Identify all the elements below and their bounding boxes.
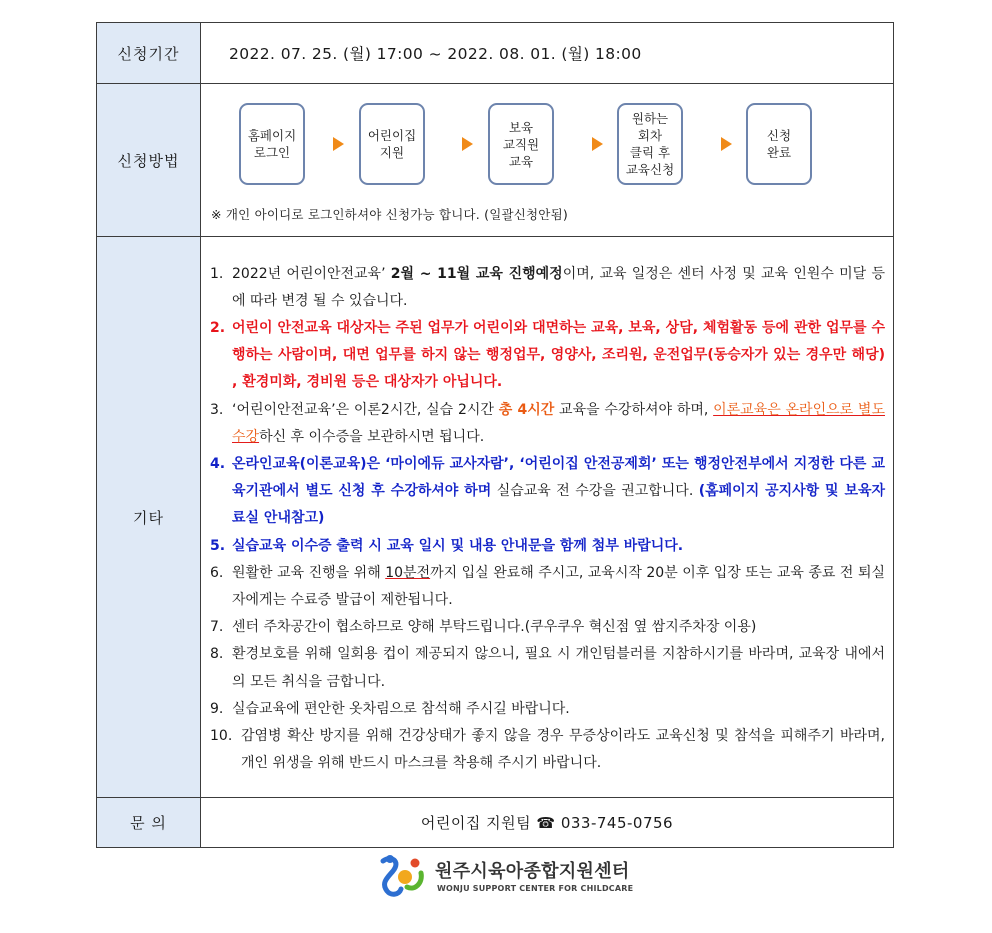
item-text: 환경보호를 위해 일회용 컵이 제공되지 않으니, 필요 시 개인텀블러를 지참하시기를 바라며, 교육장 내에서의 모든 취식을 금합니다.: [232, 646, 885, 690]
item-number: 1.: [210, 265, 224, 282]
item-text: [232, 261, 885, 315]
contact-label: 문 의: [97, 798, 201, 848]
item-text-part: 하신 후 이수증을 보관하시면 됩니다.: [259, 428, 485, 445]
step-text: 로그인: [253, 145, 291, 160]
logo-name-kr: 원주시육아종합지원센터: [435, 861, 630, 882]
contact-value: 어린이집 지원팀 ☎ 033-745-0756: [201, 798, 894, 848]
item-text-underlined: 이론교육은 온라인으로 별도수강: [232, 401, 885, 445]
item-number: 3.: [210, 401, 224, 418]
list-item: [210, 397, 885, 451]
arrow-right-icon: [462, 137, 473, 151]
logo-name-en: WONJU SUPPORT CENTER FOR CHILDCARE: [437, 884, 634, 893]
item-text-part: 2022년 어린이안전교육’: [232, 265, 391, 282]
item-text-part: 까지 입실 완료해 주시고, 교육시작 20분 이후 입장 또는 교육 종료 전 퇴실자에게는 수료증 발급이 제한됩니다.: [232, 564, 885, 608]
step-text: 교육신청: [625, 162, 675, 177]
method-note: ※ 개인 아이디로 로그인하셔야 신청가능 합니다. (일괄신청안됨): [211, 207, 568, 222]
step-complete: [746, 103, 812, 185]
step-text: 신청: [766, 128, 792, 143]
period-value: 2022. 07. 25. (월) 17:00 ~ 2022. 08. 01. (월) 18:00: [201, 23, 894, 84]
list-item: [210, 560, 885, 614]
list-item: [210, 451, 885, 533]
step-login: [239, 103, 305, 185]
list-item: [210, 315, 885, 397]
etc-list: [201, 257, 893, 778]
list-item: [210, 261, 885, 315]
item-text-part: 이며, 교육 일정은 센터 사정 및 교육 인원수 미달 등에 따라 변경 될 수 있습니다.: [232, 265, 885, 309]
arrow-right-icon: [592, 137, 603, 151]
item-text-red: 어린이 안전교육 대상자는 주된 업무가 어린이와 대면하는 교육, 보육, 상담, 체험활동 등에 관한 업무를 수행하는 사람이며, 대면 업무를 하지 않는 행정업무, 영양사, 조리원, 운전업무(동승자가 있는 경우만 해당) , 환경미화, 경비원 등은 대상자가 아닙니다.: [232, 319, 885, 391]
method-cell: [201, 84, 894, 237]
step-text: 완료: [766, 145, 792, 160]
step-text: 교직원: [502, 136, 540, 152]
step-text: 홈페이지: [247, 128, 297, 143]
center-logo: [377, 853, 637, 899]
item-number: 4.: [210, 455, 226, 472]
item-number: 8.: [210, 646, 224, 663]
arrow-right-icon: [333, 137, 344, 151]
item-number: 5.: [210, 537, 226, 554]
method-row: [97, 84, 894, 237]
item-text-blue: (홈페이지 공지사항 및 보육자료실 안내참고): [232, 483, 886, 527]
item-text-blue: 온라인교육(이론교육)은 ‘마이에듀 교사자람’, ‘어린이집 안전공제회’ 또는 행정안전부에서 지정한 다른 교육기관에서 별도 신청 후 수강하셔야 하며: [232, 455, 885, 500]
contact-row: [97, 798, 894, 848]
item-text: [232, 560, 885, 614]
arrow-right-icon: [721, 137, 732, 151]
item-text-orange: 총 4시간: [498, 401, 555, 418]
step-text: 교육: [508, 153, 534, 169]
item-text-bold: 2월 ~ 11월 교육 진행예정: [390, 265, 563, 282]
item-number: 10.: [210, 728, 233, 745]
item-number: 6.: [210, 564, 224, 581]
step-staff-education: [488, 103, 554, 185]
step-text: 보육: [508, 119, 534, 135]
list-item: [210, 723, 885, 777]
step-text: 클릭 후: [629, 145, 671, 160]
item-number: 9.: [210, 700, 224, 717]
item-text-part: ‘어린이안전교육’은 이론2시간, 실습 2시간: [232, 401, 499, 418]
item-text: [232, 397, 885, 451]
item-text-blue: 실습교육 이수증 출력 시 교육 일시 및 내용 안내문을 함께 첨부 바랍니다.: [232, 537, 684, 554]
item-text: 센터 주차공간이 협소하므로 양해 부탁드립니다.(쿠우쿠우 혁신점 옆 쌈지주차장 이용): [232, 619, 757, 636]
etc-label: 기타: [97, 237, 201, 798]
item-text-part: 교육을 수강하셔야 하며,: [554, 401, 714, 418]
item-text: 실습교육에 편안한 옷차림으로 참석해 주시길 바랍니다.: [232, 700, 570, 717]
item-number: 7.: [210, 619, 224, 636]
logo-mark-icon: [377, 853, 427, 899]
list-item: [210, 696, 885, 723]
list-item: [210, 641, 885, 695]
method-label: 신청방법: [97, 84, 201, 237]
step-text: 회차: [637, 128, 663, 143]
item-text-part: 실습교육 전 수강을 권고합니다.: [491, 483, 699, 500]
etc-row: [97, 237, 894, 798]
step-text: 원하는: [631, 111, 669, 126]
step-text: 지원: [379, 145, 405, 160]
item-number: 2.: [210, 319, 226, 336]
etc-cell: [201, 237, 894, 798]
item-text: 감염병 확산 방지를 위해 건강상태가 좋지 않을 경우 무증상이라도 교육신청 및 참석을 피해주기 바라며, 개인 위생을 위해 반드시 마스크를 착용해 주시기 바랍니다.: [241, 728, 885, 772]
item-text: [232, 451, 885, 533]
list-item: [210, 614, 885, 641]
item-text-part: 원활한 교육 진행을 위해: [232, 564, 386, 581]
method-steps: [239, 103, 814, 189]
list-item: [210, 533, 885, 560]
period-row: [97, 23, 894, 84]
step-text: 어린이집: [367, 128, 417, 143]
step-select-session: [617, 103, 683, 185]
period-label: 신청기간: [97, 23, 201, 84]
item-text-underlined: 10분전: [385, 564, 431, 581]
step-daycare-support: [359, 103, 425, 185]
info-table: [96, 22, 894, 848]
